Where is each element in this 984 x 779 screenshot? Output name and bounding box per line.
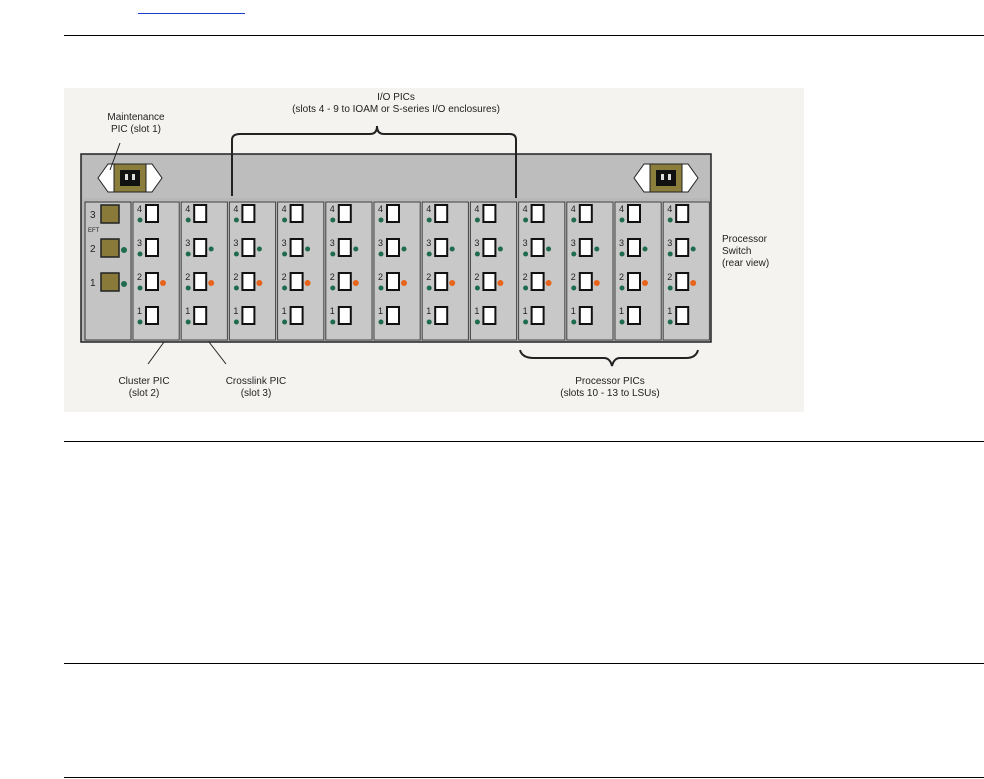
- slot-port: [676, 239, 688, 256]
- slot-port-number: 4: [619, 204, 625, 214]
- slot-port-orange-dot: [546, 280, 552, 286]
- slot-port: [387, 239, 399, 256]
- slot-port: [387, 273, 399, 290]
- slot-port-side-dot: [498, 247, 503, 252]
- slot-port-side-dot: [257, 247, 262, 252]
- slot-port-number: 1: [570, 306, 576, 316]
- slot-port: [580, 205, 592, 222]
- slot-port-dot: [330, 252, 335, 257]
- slot-port: [242, 205, 254, 222]
- slot-port-side-dot: [353, 247, 358, 252]
- processor-pics-label-line2: (slots 10 - 13 to LSUs): [560, 388, 660, 399]
- maintenance-port: [101, 273, 119, 291]
- slot-port: [194, 307, 206, 324]
- slot-port-number: 2: [281, 272, 287, 282]
- slot-port-dot: [523, 218, 528, 223]
- slot-port-dot: [523, 286, 528, 291]
- slot-port-dot: [186, 252, 191, 257]
- slot-port-number: 3: [185, 238, 191, 248]
- slot-port-number: 4: [474, 204, 480, 214]
- cluster-pic-label-line2: (slot 2): [128, 388, 160, 399]
- slot-port-dot: [138, 252, 143, 257]
- slot-port-number: 3: [137, 238, 143, 248]
- slot-port: [532, 239, 544, 256]
- slot-port-dot: [330, 286, 335, 291]
- slot-port-side-dot: [691, 247, 696, 252]
- slot-port: [194, 205, 206, 222]
- power-connector-right: [634, 164, 698, 192]
- slot-port-orange-dot: [401, 280, 407, 286]
- slot-port-dot: [427, 286, 432, 291]
- slot-port-side-dot: [305, 247, 310, 252]
- slot-port: [676, 273, 688, 290]
- slot-port-dot: [668, 320, 673, 325]
- slot-port: [628, 205, 640, 222]
- slot-port-number: 4: [137, 204, 143, 214]
- slot-port-number: 1: [378, 306, 384, 316]
- slot-port-number: 4: [570, 204, 576, 214]
- slot-port-dot: [379, 286, 384, 291]
- slot-port-orange-dot: [449, 280, 455, 286]
- slot-port-number: 3: [619, 238, 625, 248]
- divider-bottom: [64, 777, 984, 778]
- slot-port: [242, 239, 254, 256]
- slot-port-orange-dot: [497, 280, 503, 286]
- slot-port-orange-dot: [642, 280, 648, 286]
- slot-port-number: 2: [619, 272, 625, 282]
- cluster-leader-line: [148, 342, 164, 364]
- divider-top: [64, 35, 984, 36]
- crosslink-pic-label-line1: Crosslink PIC: [225, 376, 287, 387]
- slot-port: [146, 307, 158, 324]
- slot-port: [435, 239, 447, 256]
- slot-port-number: 4: [667, 204, 673, 214]
- slot-port: [387, 307, 399, 324]
- processor-switch-diagram: [64, 88, 804, 412]
- slot-port-orange-dot: [305, 280, 311, 286]
- slot-port-number: 3: [474, 238, 480, 248]
- slot-port: [580, 239, 592, 256]
- maintenance-port-dot: [121, 281, 127, 287]
- slot-port-dot: [571, 320, 576, 325]
- slot-port-dot: [282, 218, 287, 223]
- maintenance-port: [101, 205, 119, 223]
- slot-port: [580, 273, 592, 290]
- io-pics-label-line2: (slots 4 - 9 to IOAM or S-series I/O enclosures): [292, 104, 500, 115]
- slot-port-side-dot: [402, 247, 407, 252]
- slot-port-dot: [234, 286, 239, 291]
- slot-port: [146, 273, 158, 290]
- maintenance-port-number: 3: [90, 210, 96, 221]
- slot-port: [435, 205, 447, 222]
- slot-port-number: 4: [185, 204, 191, 214]
- io-pics-label-line1: I/O PICs: [377, 92, 415, 103]
- slot-port-dot: [523, 252, 528, 257]
- slot-port-dot: [234, 218, 239, 223]
- slot-port-dot: [571, 286, 576, 291]
- slot-port-dot: [427, 252, 432, 257]
- slot-port-dot: [138, 320, 143, 325]
- slot-port-dot: [282, 286, 287, 291]
- slot-port-number: 1: [329, 306, 335, 316]
- processor-pics-bracket: [520, 350, 698, 366]
- slot-port: [291, 273, 303, 290]
- slot-port-orange-dot: [594, 280, 600, 286]
- slot-port-number: 2: [137, 272, 143, 282]
- slot-port-dot: [379, 218, 384, 223]
- slot-port-dot: [668, 286, 673, 291]
- slot-port: [676, 307, 688, 324]
- slot-port-number: 1: [281, 306, 287, 316]
- slot-port: [532, 307, 544, 324]
- slot-port: [483, 307, 495, 324]
- slot-port-number: 2: [233, 272, 239, 282]
- slot-port-orange-dot: [208, 280, 214, 286]
- slot-port: [339, 239, 351, 256]
- slot-port-dot: [475, 218, 480, 223]
- processor-pics-label-line1: Processor PICs: [575, 376, 645, 387]
- slot-port: [483, 205, 495, 222]
- slot-port-number: 2: [426, 272, 432, 282]
- slot-port-number: 4: [378, 204, 384, 214]
- slot-port-dot: [620, 218, 625, 223]
- slot-port: [339, 205, 351, 222]
- slot-port-dot: [475, 252, 480, 257]
- slot-port-dot: [234, 320, 239, 325]
- maintenance-port: [101, 239, 119, 257]
- slot-port-dot: [234, 252, 239, 257]
- slot-port-number: 4: [233, 204, 239, 214]
- cluster-pic-label-line1: Cluster PIC: [118, 376, 170, 387]
- slot-port-dot: [379, 252, 384, 257]
- slot-port-number: 2: [378, 272, 384, 282]
- processor-switch-figure: [64, 88, 804, 412]
- slot-port: [242, 307, 254, 324]
- slot-port-number: 2: [570, 272, 576, 282]
- slot-port-number: 1: [619, 306, 625, 316]
- maintenance-label-line2: PIC (slot 1): [110, 124, 162, 135]
- slot-port-number: 2: [329, 272, 335, 282]
- slot-port-dot: [138, 218, 143, 223]
- slot-port-dot: [668, 218, 673, 223]
- slot-port-dot: [330, 218, 335, 223]
- slot-port-number: 2: [667, 272, 673, 282]
- slot-port-dot: [571, 252, 576, 257]
- top-link-underline[interactable]: [138, 0, 245, 14]
- crosslink-leader-line: [209, 342, 226, 364]
- slot-port-orange-dot: [690, 280, 696, 286]
- slot-port-number: 3: [667, 238, 673, 248]
- slot-port: [628, 307, 640, 324]
- maintenance-label-line1: Maintenance: [107, 112, 165, 123]
- slot-port: [628, 239, 640, 256]
- slot-port-dot: [475, 286, 480, 291]
- slot-port-dot: [427, 218, 432, 223]
- slot-port-number: 1: [185, 306, 191, 316]
- slot-port-dot: [282, 320, 287, 325]
- slot-port: [483, 239, 495, 256]
- slot-port: [676, 205, 688, 222]
- divider-lower: [64, 663, 984, 664]
- slot-port-number: 1: [474, 306, 480, 316]
- slot-port-orange-dot: [256, 280, 262, 286]
- slot-port: [628, 273, 640, 290]
- slot-port-dot: [571, 218, 576, 223]
- slot-port-side-dot: [209, 247, 214, 252]
- maintenance-port-number: 1: [90, 278, 96, 289]
- slot-port-number: 3: [570, 238, 576, 248]
- slot-port: [435, 273, 447, 290]
- processor-switch-label-line1: Processor: [722, 234, 768, 245]
- slot-port-dot: [379, 320, 384, 325]
- slot-port: [339, 307, 351, 324]
- slot-port-dot: [330, 320, 335, 325]
- slot-port: [435, 307, 447, 324]
- maintenance-port-number: 2: [90, 244, 96, 255]
- slot-port: [242, 273, 254, 290]
- processor-switch-label-line2: Switch: [722, 246, 752, 257]
- slot-port-number: 3: [233, 238, 239, 248]
- slot-port-number: 1: [426, 306, 432, 316]
- slot-port: [291, 205, 303, 222]
- slot-port-dot: [620, 286, 625, 291]
- slot-port-dot: [620, 320, 625, 325]
- slot-port-number: 4: [281, 204, 287, 214]
- crosslink-pic-label-line2: (slot 3): [240, 388, 272, 399]
- slot-port-number: 3: [426, 238, 432, 248]
- slot-port: [291, 307, 303, 324]
- slot-port: [580, 307, 592, 324]
- slot-port-dot: [427, 320, 432, 325]
- slot-port-dot: [138, 286, 143, 291]
- slot-port-dot: [186, 286, 191, 291]
- slot-port-dot: [668, 252, 673, 257]
- slot-port: [532, 205, 544, 222]
- slot-port-side-dot: [546, 247, 551, 252]
- slot-port-dot: [523, 320, 528, 325]
- processor-switch-label-line3: (rear view): [722, 258, 770, 269]
- slot-port-number: 4: [329, 204, 335, 214]
- slot-port-dot: [620, 252, 625, 257]
- slot-port: [194, 239, 206, 256]
- slot-port-side-dot: [594, 247, 599, 252]
- slot-port: [532, 273, 544, 290]
- slot-port-dot: [282, 252, 287, 257]
- slot-port: [291, 239, 303, 256]
- slot-port: [146, 239, 158, 256]
- divider-middle: [64, 441, 984, 442]
- power-connector-left: [98, 164, 162, 192]
- slot-port-orange-dot: [353, 280, 359, 286]
- slot-port-dot: [186, 218, 191, 223]
- chassis-top-strip: [83, 156, 709, 198]
- maintenance-eft-label: EFT: [88, 228, 100, 234]
- slot-port-number: 4: [522, 204, 528, 214]
- slot-port: [387, 205, 399, 222]
- slot-port-number: 3: [378, 238, 384, 248]
- slot-port-dot: [475, 320, 480, 325]
- slot-port-number: 2: [185, 272, 191, 282]
- slot-port-number: 1: [522, 306, 528, 316]
- slot-port-number: 3: [281, 238, 287, 248]
- maintenance-port-dot: [121, 247, 127, 253]
- slot-port-number: 1: [137, 306, 143, 316]
- slot-port-side-dot: [450, 247, 455, 252]
- slot-port: [194, 273, 206, 290]
- slot-port: [146, 205, 158, 222]
- slot-port-number: 2: [522, 272, 528, 282]
- slot-port-side-dot: [643, 247, 648, 252]
- slot-port-dot: [186, 320, 191, 325]
- slot-port-number: 3: [329, 238, 335, 248]
- slot-port: [339, 273, 351, 290]
- slot-port: [483, 273, 495, 290]
- slot-port-number: 1: [233, 306, 239, 316]
- slot-port-number: 3: [522, 238, 528, 248]
- slot-port-number: 1: [667, 306, 673, 316]
- slot-port-number: 2: [474, 272, 480, 282]
- slot-port-number: 4: [426, 204, 432, 214]
- slot-port-orange-dot: [160, 280, 166, 286]
